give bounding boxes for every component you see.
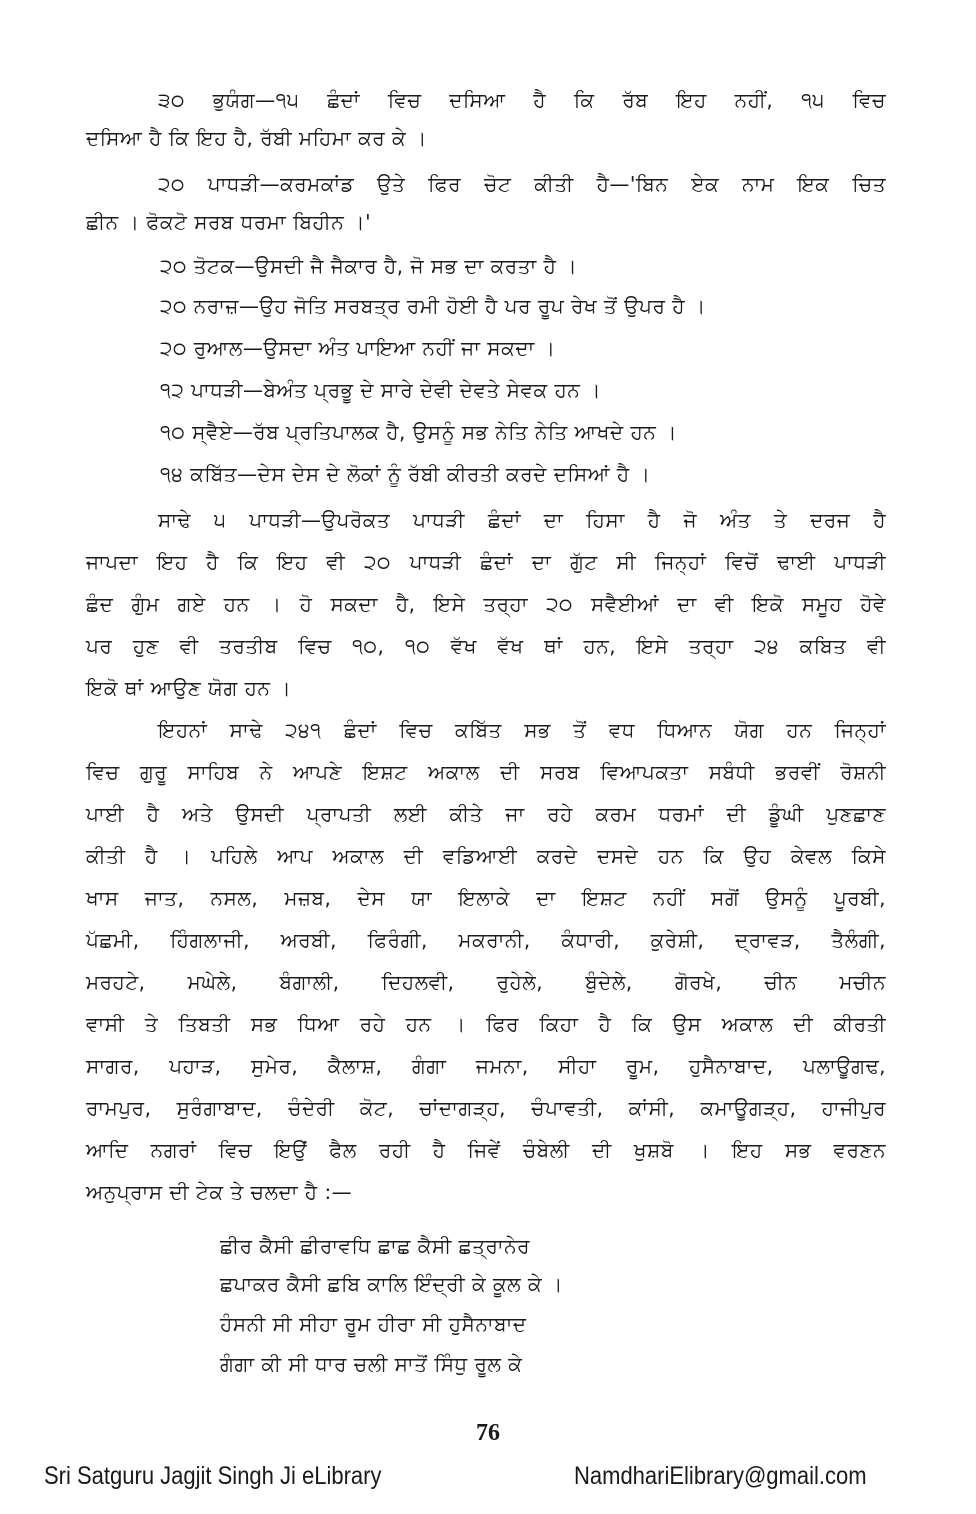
text-line: ਸਾਗਰ, ਪਹਾੜ, ਸੁਮੇਰ, ਕੈਲਾਸ਼, ਗੰਗਾ ਜਮਨਾ, ਸੀਹਾ ਰੂਮ, ਹੁਸੈਨਾਬਾਦ, ਪਲਾਊਗਢ,: [86, 1054, 886, 1078]
text-line: ੨੦ ਤੋਟਕ—ਉਸਦੀ ਜੈ ਜੈਕਾਰ ਹੈ, ਜੋ ਸਭ ਦਾ ਕਰਤਾ ਹੈ ।: [160, 254, 578, 278]
text-line: ੧੨ ਪਾਧੜੀ—ਬੇਅੰਤ ਪ੍ਰਭੂ ਦੇ ਸਾਰੇ ਦੇਵੀ ਦੇਵਤੇ ਸੇਵਕ ਹਨ ।: [160, 378, 602, 402]
verse-line: ਹੰਸਨੀ ਸੀ ਸੀਹਾ ਰੂਮ ਹੀਰਾ ਸੀ ਹੁਸੈਨਾਬਾਦ: [220, 1312, 527, 1336]
text-line: ੨੦ ਨਰਾਜ਼—ਉਹ ਜੋਤਿ ਸਰਬਤ੍ਰ ਰਮੀ ਹੋਈ ਹੈ ਪਰ ਰੂਪ ਰੇਖ ਤੋਂ ਉਪਰ ਹੈ ।: [160, 294, 706, 318]
page-number: 76: [476, 1420, 500, 1446]
text-line: ਵਾਸੀ ਤੇ ਤਿਬਤੀ ਸਭ ਧਿਆ ਰਹੇ ਹਨ । ਫਿਰ ਕਿਹਾ ਹੈ ਕਿ ਉਸ ਅਕਾਲ ਦੀ ਕੀਰਤੀ: [86, 1012, 886, 1036]
text-line: ਛੰਦ ਗੁੰਮ ਗਏ ਹਨ । ਹੋ ਸਕਦਾ ਹੈ, ਇਸੇ ਤਰ੍ਹਾ ੨੦ ਸਵੈਈਆਂ ਦਾ ਵੀ ਇਕੋ ਸਮੂਹ ਹੋਵੇ: [86, 592, 886, 616]
text-line: ਇਕੋ ਥਾਂ ਆਉਣ ਯੋਗ ਹਨ ।: [86, 676, 292, 700]
text-line: ੨੦ ਪਾਧੜੀ—ਕਰਮਕਾਂਡ ਉਤੇ ਫਿਰ ਚੋਟ ਕੀਤੀ ਹੈ—'ਬਿਨ ਏਕ ਨਾਮ ਇਕ ਚਿਤ: [158, 172, 886, 196]
text-line: ਕੀਤੀ ਹੈ । ਪਹਿਲੇ ਆਪ ਅਕਾਲ ਦੀ ਵਡਿਆਈ ਕਰਦੇ ਦਸਦੇ ਹਨ ਕਿ ਉਹ ਕੇਵਲ ਕਿਸੇ: [86, 844, 886, 868]
text-line: ਜਾਪਦਾ ਇਹ ਹੈ ਕਿ ਇਹ ਵੀ ੨੦ ਪਾਧੜੀ ਛੰਦਾਂ ਦਾ ਗੁੱਟ ਸੀ ਜਿਨ੍ਹਾਂ ਵਿਚੋਂ ਢਾਈ ਪਾਧੜੀ: [86, 550, 886, 574]
text-line: ਅਨੁਪ੍ਰਾਸ ਦੀ ਟੇਕ ਤੇ ਚਲਦਾ ਹੈ :—: [86, 1180, 353, 1204]
text-line: ਮਰਹਟੇ, ਮਘੇਲੇ, ਬੰਗਾਲੀ, ਦਿਹਲਵੀ, ਰੁਹੇਲੇ, ਬੁੰਦੇਲੇ, ਗੋਰਖੇ, ਚੀਨ ਮਚੀਨ: [86, 970, 886, 994]
text-line: ਪਾਈ ਹੈ ਅਤੇ ਉਸਦੀ ਪ੍ਰਾਪਤੀ ਲਈ ਕੀਤੇ ਜਾ ਰਹੇ ਕਰਮ ਧਰਮਾਂ ਦੀ ਡੂੰਘੀ ਪੁਣਛਾਣ: [86, 802, 886, 826]
verse-line: ਛਪਾਕਰ ਕੈਸੀ ਛਬਿ ਕਾਲਿ ਇੰਦ੍ਰੀ ਕੇ ਕੂਲ ਕੇ ।: [220, 1272, 563, 1296]
text-line: ੧੪ ਕਬਿੱਤ—ਦੇਸ ਦੇਸ ਦੇ ਲੋਕਾਂ ਨੂੰ ਰੱਬੀ ਕੀਰਤੀ ਕਰਦੇ ਦਸਿਆਂ ਹੈ ।: [160, 462, 651, 486]
text-line: ਪਰ ਹੁਣ ਵੀ ਤਰਤੀਬ ਵਿਚ ੧੦, ੧੦ ਵੱਖ ਵੱਖ ਥਾਂ ਹਨ, ਇਸੇ ਤਰ੍ਹਾ ੨੪ ਕਬਿਤ ਵੀ: [86, 634, 886, 658]
text-line: ਛੀਨ । ਫੋਕਟੋ ਸਰਬ ਧਰਮਾ ਬਿਹੀਨ ।': [86, 210, 372, 234]
verse-line: ਛੀਰ ਕੈਸੀ ਛੀਰਾਵਧਿ ਛਾਛ ਕੈਸੀ ਛਤ੍ਰਾਨੇਰ: [220, 1234, 531, 1258]
text-line: ੨੦ ਰੁਆਲ—ਉਸਦਾ ਅੰਤ ਪਾਇਆ ਨਹੀਂ ਜਾ ਸਕਦਾ ।: [160, 336, 556, 360]
text-line: ਵਿਚ ਗੁਰੂ ਸਾਹਿਬ ਨੇ ਆਪਣੇ ਇਸ਼ਟ ਅਕਾਲ ਦੀ ਸਰਬ ਵਿਆਪਕਤਾ ਸਬੰਧੀ ਭਰਵੀਂ ਰੋਸ਼ਨੀ: [86, 760, 886, 784]
verse-line: ਗੰਗਾ ਕੀ ਸੀ ਧਾਰ ਚਲੀ ਸਾਤੋਂ ਸਿੰਧੁ ਰੂਲ ਕੇ: [220, 1352, 523, 1376]
text-line: ਇਹਨਾਂ ਸਾਢੇ ੨੪੧ ਛੰਦਾਂ ਵਿਚ ਕਬਿੱਤ ਸਭ ਤੋਂ ਵਧ ਧਿਆਨ ਯੋਗ ਹਨ ਜਿਨ੍ਹਾਂ: [158, 718, 886, 742]
text-line: ੩੦ ਭੁਯੰਗ—੧੫ ਛੰਦਾਂ ਵਿਚ ਦਸਿਆ ਹੈ ਕਿ ਰੱਬ ਇਹ ਨਹੀਂ, ੧੫ ਵਿਚ: [158, 88, 886, 112]
text-line: ਸਾਢੇ ੫ ਪਾਧੜੀ—ਉਪਰੋਕਤ ਪਾਧੜੀ ਛੰਦਾਂ ਦਾ ਹਿਸਾ ਹੈ ਜੋ ਅੰਤ ਤੇ ਦਰਜ ਹੈ: [158, 508, 886, 532]
text-line: ਖਾਸ ਜਾਤ, ਨਸਲ, ਮਜ਼ਬ, ਦੇਸ ਯਾ ਇਲਾਕੇ ਦਾ ਇਸ਼ਟ ਨਹੀਂ ਸਗੋਂ ਉਸਨੂੰ ਪੂਰਬੀ,: [86, 886, 886, 910]
footer-email: NamdhariElibrary@gmail.com: [574, 1462, 867, 1490]
text-line: ੧੦ ਸ੍ਵੈਏ—ਰੱਬ ਪ੍ਰਤਿਪਾਲਕ ਹੈ, ਉਸਨੂੰ ਸਭ ਨੇਤਿ ਨੇਤਿ ਆਖਦੇ ਹਨ ।: [160, 420, 678, 444]
text-line: ਪੱਛਮੀ, ਹਿੰਗਲਾਜੀ, ਅਰਬੀ, ਫਿਰੰਗੀ, ਮਕਰਾਨੀ, ਕੰਧਾਰੀ, ਕੁਰੇਸ਼ੀ, ਦ੍ਰਾਵੜ, ਤੈਲੰਗੀ,: [86, 928, 886, 952]
footer-library-name: Sri Satguru Jagjit Singh Ji eLibrary: [44, 1462, 382, 1490]
text-line: ਦਸਿਆ ਹੈ ਕਿ ਇਹ ਹੈ, ਰੱਬੀ ਮਹਿਮਾ ਕਰ ਕੇ ।: [86, 126, 427, 150]
text-line: ਰਾਮਪੁਰ, ਸੁਰੰਗਾਬਾਦ, ਚੰਦੇਰੀ ਕੋਟ, ਚਾਂਦਾਗੜ੍ਹ, ਚੰਪਾਵਤੀ, ਕਾਂਸੀ, ਕਮਾਊਗੜ੍ਹ, ਹਾਜੀਪੁਰ: [86, 1096, 886, 1120]
text-line: ਆਦਿ ਨਗਰਾਂ ਵਿਚ ਇਉਂ ਫੈਲ ਰਹੀ ਹੈ ਜਿਵੇਂ ਚੰਬੇਲੀ ਦੀ ਖੁਸ਼ਬੋ । ਇਹ ਸਭ ਵਰਣਨ: [86, 1138, 886, 1162]
